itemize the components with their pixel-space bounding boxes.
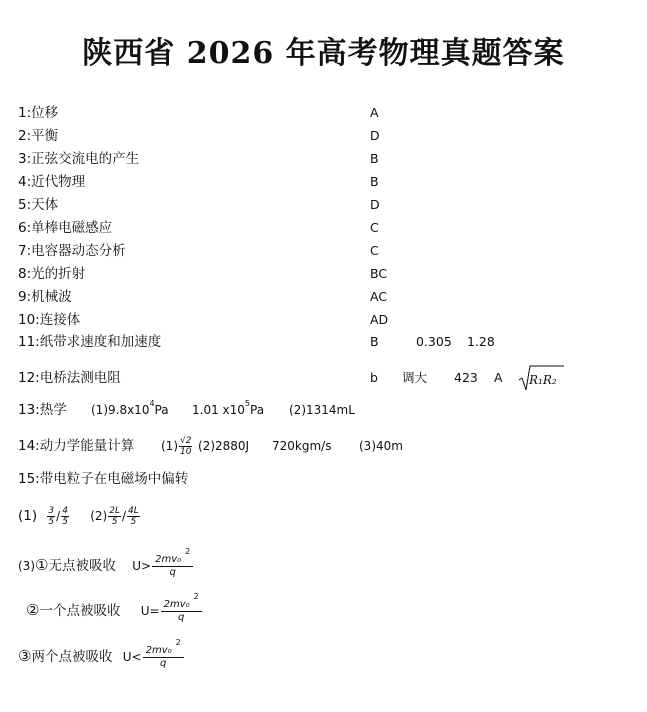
answer-row-2 [18,126,380,146]
fraction-numerator: 4L [128,505,139,516]
q15-case-2 [26,591,203,623]
fraction [152,546,193,579]
answer-choice: D [370,128,380,143]
answer-value [192,400,264,422]
question-number: 7: [18,243,32,259]
answer-choice: B [370,334,379,349]
q15-parts-1-2 [18,504,141,528]
case-marker: ② [26,601,40,619]
answer-value: 调大 [402,370,428,385]
fraction-numerator [143,637,184,658]
question-topic: 正弦交流电的产生 [31,151,140,167]
value-exponent: 4 [149,399,155,408]
part-label: (2) [90,509,108,523]
fraction-numerator: 3 [48,505,55,516]
answer-row-14 [18,436,403,457]
answer-choice: B [370,174,379,189]
question-number: 10: [18,312,40,328]
answer-choice: D [370,197,380,212]
answer-choice: AC [370,289,388,304]
fraction-denominator: 5 [111,516,118,527]
question-topic: 单棒电磁感应 [31,220,113,236]
page-title: 陕西省 2026 年高考物理真题答案 [82,36,565,71]
question-number: 13: [18,402,40,418]
answer-row-8 [18,264,388,284]
question-number: 14: [18,438,40,454]
sqrt-formula [518,363,566,393]
question-topic: 近代物理 [31,174,86,190]
answer-row-6 [18,218,379,238]
question-topic: 连接体 [39,312,81,328]
case-marker: ① [35,556,49,574]
answer-choice: C [370,220,379,235]
value-base: 1.01 x10 [192,403,245,417]
question-number: 9: [18,289,32,305]
answer-value: 423 [454,370,478,385]
answer-value: (2)2880J [198,439,250,453]
fraction [61,506,69,527]
question-topic: 光的折射 [31,266,86,282]
answer-value [161,436,193,457]
answer-value: 1.28 [467,334,495,349]
relation: U> [132,559,152,573]
answer-row-11 [18,332,495,352]
answer-row-4 [18,172,379,192]
fraction-denominator: q [177,611,185,623]
answer-choice: C [370,243,379,258]
separator: / [121,509,127,523]
question-number: 4: [18,174,32,190]
fraction-denominator: 5 [48,516,55,527]
numerator-text: 2mv₀ [163,598,190,610]
relation: U= [140,604,160,618]
question-topic: 动力学能量计算 [39,438,135,454]
part-label: (1) [18,508,38,524]
fraction-numerator: 4 [62,505,68,516]
sqrt-radicand: R₁R₂ [529,373,557,387]
fraction-denominator: q [169,566,176,578]
answer-row-13 [18,399,355,420]
part-label: (3) [18,559,35,573]
question-topic: 纸带求速度和加速度 [39,334,162,350]
q15-case-3 [18,637,185,669]
part-label: (1) [161,439,178,453]
question-number: 6: [18,220,32,236]
answer-choice: AD [370,312,389,327]
numerator-text: 2mv₀ [155,553,182,565]
answer-row-15 [18,469,188,489]
fraction [47,506,55,527]
separator: / [56,509,61,523]
question-number: 15: [18,471,40,487]
answer-row-5 [18,195,380,215]
exponent: 2 [193,591,199,601]
question-topic: 平衡 [31,128,59,144]
value-exponent: 5 [244,399,250,408]
case-text: 一个点被吸收 [39,603,121,619]
fraction-denominator: 10 [180,447,192,457]
fraction-denominator: q [159,657,167,669]
question-topic: 热学 [39,402,67,418]
fraction-numerator: 2L [109,505,120,516]
answer-row-7 [18,241,379,261]
numerator-text: 2mv₀ [145,644,172,656]
value-unit: Pa [250,403,265,417]
answer-row-1 [18,103,379,123]
fraction [127,506,140,527]
exponent: 2 [175,637,181,647]
question-topic: 电桥法测电阻 [39,370,121,386]
answer-row-12 [18,368,557,388]
fraction [179,436,192,457]
answer-row-9 [18,287,388,307]
question-topic: 电容器动态分析 [31,243,126,259]
question-topic: 带电粒子在电磁场中偏转 [39,471,189,487]
answer-value [91,400,169,422]
fraction [161,591,202,624]
answer-value: 720kgm/s [272,439,332,453]
case-text: 两个点被吸收 [31,649,113,665]
fraction-numerator [152,546,193,567]
question-number: 1: [18,105,32,121]
question-number: 5: [18,197,32,213]
value-unit: Pa [154,403,169,417]
fraction-numerator: √2 [180,436,192,446]
fraction [108,506,121,527]
answer-value: A [494,370,503,385]
question-topic: 位移 [31,105,59,121]
question-topic: 机械波 [31,289,72,305]
fraction [143,637,184,670]
answer-choice: b [370,370,378,385]
fraction-denominator: 5 [130,516,137,527]
answer-value: (3)40m [359,439,403,453]
answer-choice: A [370,105,379,120]
case-marker: ③ [18,647,32,665]
question-number: 3: [18,151,32,167]
exponent: 2 [185,546,191,556]
case-text: 无点被吸收 [48,558,116,574]
value-base: (1)9.8x10 [91,403,150,417]
fraction-denominator: 5 [62,516,68,527]
answer-row-3 [18,149,379,169]
question-number: 12: [18,370,40,386]
answer-choice: B [370,151,379,166]
answer-value: (2)1314mL [289,403,355,417]
relation: U< [122,650,142,664]
answer-choice: BC [370,266,388,281]
question-number: 11: [18,334,40,350]
fraction-numerator [161,591,202,612]
question-number: 8: [18,266,32,282]
q15-case-1 [18,546,194,578]
answer-row-10 [18,310,389,330]
question-number: 2: [18,128,32,144]
answer-value: 0.305 [416,334,452,349]
question-topic: 天体 [31,197,59,213]
